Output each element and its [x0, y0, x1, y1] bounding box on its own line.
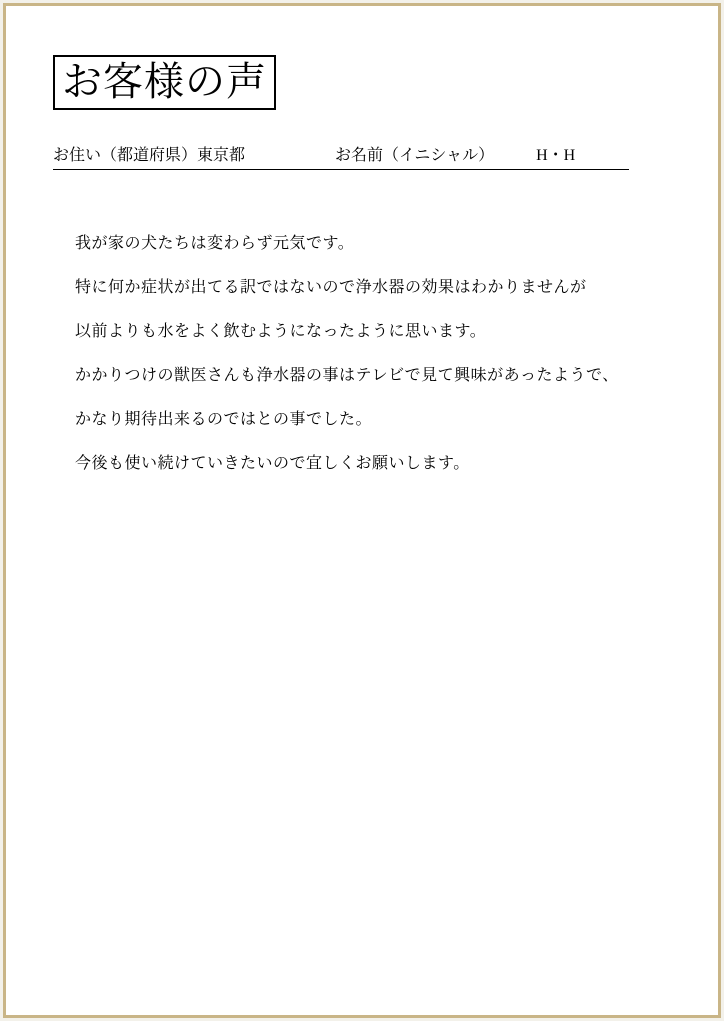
testimonial-line: 特に何か症状が出てる訳ではないので浄水器の効果はわかりませんが — [75, 279, 587, 296]
testimonial-line: 以前よりも水をよく飲むようになったように思います。 — [75, 323, 487, 340]
name-value: H・H — [536, 147, 576, 164]
testimonial-body — [75, 222, 675, 486]
testimonial-line: かなり期待出来るのではとの事でした。 — [75, 411, 373, 428]
testimonial-line: 我が家の犬たちは変わらず元気です。 — [75, 235, 355, 252]
residence-value: 東京都 — [197, 147, 246, 164]
title-box — [53, 55, 276, 110]
testimonial-line: 今後も使い続けていきたいので宜しくお願いします。 — [75, 455, 470, 472]
testimonial-line: かかりつけの獣医さんも浄水器の事はテレビで見て興味があったようで、 — [75, 367, 619, 384]
name-label: お名前（イニシャル） — [335, 147, 495, 164]
header-fields — [53, 144, 629, 170]
residence-label: お住い（都道府県） — [53, 147, 198, 164]
page-title: お客様の声 — [62, 59, 267, 104]
